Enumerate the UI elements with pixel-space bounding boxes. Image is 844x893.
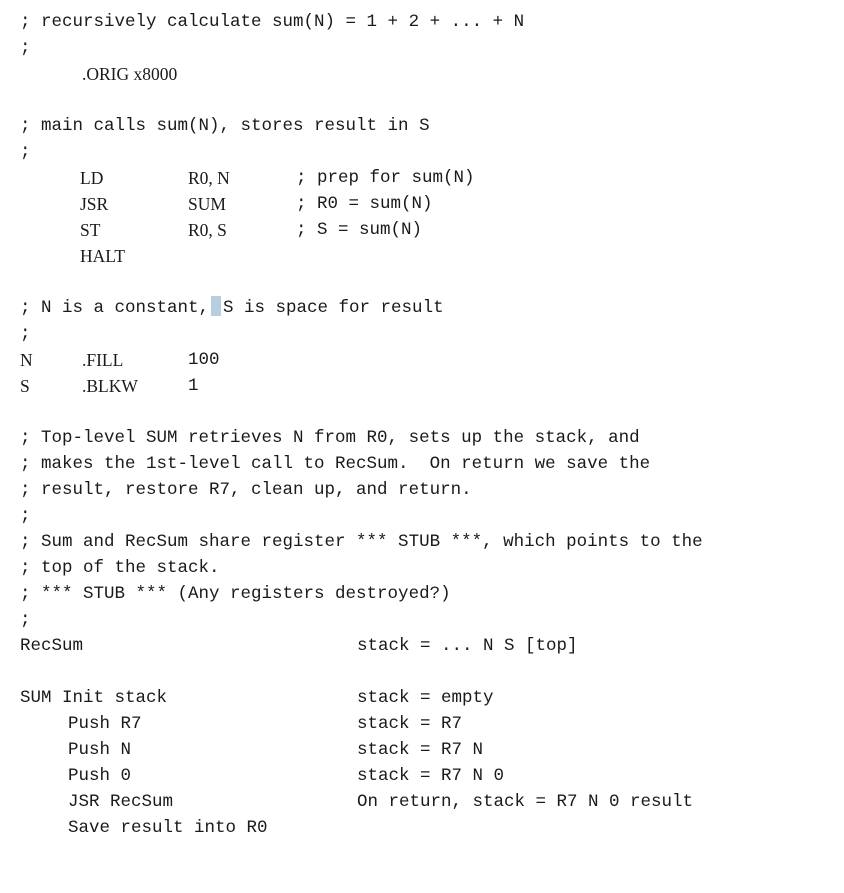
code-line <box>0 425 640 451</box>
comment: ; main calls sum(N), stores result in S <box>20 116 430 136</box>
pseudo-step: Push 0 <box>68 766 132 786</box>
data-n <box>0 347 220 373</box>
pseudo-line <box>0 763 505 789</box>
data-s <box>0 373 199 399</box>
comment-part: ; N is a constant, <box>20 298 210 318</box>
code-line <box>0 607 42 633</box>
comment: ; <box>20 610 31 630</box>
label: RecSum <box>20 636 84 656</box>
instruction-ld <box>0 165 475 191</box>
code-line <box>0 61 178 87</box>
opcode: LD <box>80 168 104 188</box>
operands: 1 <box>188 376 199 396</box>
comment: ; Top-level SUM retrieves N from R0, sets up the stack, and <box>20 428 640 448</box>
opcode: .FILL <box>82 350 124 370</box>
opcode: .BLKW <box>82 376 138 396</box>
comment-part: S is space for result <box>223 298 444 318</box>
pseudo-line <box>0 711 463 737</box>
code-line <box>0 477 472 503</box>
pseudo-line <box>0 815 268 841</box>
instruction-st <box>0 217 423 243</box>
text-cursor-highlight <box>211 296 221 316</box>
comment: ; result, restore R7, clean up, and return. <box>20 480 472 500</box>
label: S <box>20 376 30 396</box>
code-line <box>0 35 42 61</box>
comment: ; <box>20 142 31 162</box>
recsum-line <box>0 633 578 659</box>
pseudo-line <box>0 685 494 711</box>
opcode: ST <box>80 220 101 240</box>
operands: R0, N <box>188 168 230 188</box>
instruction-jsr <box>0 191 433 217</box>
pseudo-step: Save result into R0 <box>68 818 268 838</box>
comment: ; recursively calculate sum(N) = 1 + 2 + ... + N <box>20 12 525 32</box>
code-line <box>0 9 525 35</box>
opcode: HALT <box>80 246 126 266</box>
orig-directive: .ORIG x8000 <box>82 64 178 84</box>
comment: ; R0 = sum(N) <box>296 194 433 214</box>
pseudo-step: Push R7 <box>68 714 142 734</box>
code-line <box>0 321 42 347</box>
pseudo-line <box>0 737 484 763</box>
code-line <box>0 555 220 581</box>
code-line <box>0 113 430 139</box>
comment: ; Sum and RecSum share register *** STUB ***, which points to the <box>20 532 703 552</box>
stack-note: stack = R7 N <box>357 740 484 760</box>
comment <box>20 295 444 321</box>
code-line <box>0 139 42 165</box>
opcode: JSR <box>80 194 109 214</box>
comment: ; <box>20 38 31 58</box>
stack-note: On return, stack = R7 N 0 result <box>357 792 694 812</box>
code-line <box>0 581 451 607</box>
operands: SUM <box>188 194 226 214</box>
operands: R0, S <box>188 220 227 240</box>
stack-note: stack = R7 <box>357 714 463 734</box>
comment: ; makes the 1st-level call to RecSum. On return we save the <box>20 454 651 474</box>
stack-note: stack = R7 N 0 <box>357 766 505 786</box>
stack-note: stack = ... N S [top] <box>357 636 578 656</box>
code-line <box>0 295 444 321</box>
pseudo-step: Push N <box>68 740 132 760</box>
comment: ; <box>20 324 31 344</box>
comment: ; *** STUB *** (Any registers destroyed?) <box>20 584 451 604</box>
comment: ; top of the stack. <box>20 558 220 578</box>
comment: ; <box>20 506 31 526</box>
pseudo-step: JSR RecSum <box>68 792 174 812</box>
stack-note: stack = empty <box>357 688 494 708</box>
operands: 100 <box>188 350 220 370</box>
label: N <box>20 350 33 370</box>
pseudo-step: SUM Init stack <box>20 688 168 708</box>
instruction-halt <box>0 243 126 269</box>
pseudo-line <box>0 789 694 815</box>
comment: ; S = sum(N) <box>296 220 423 240</box>
code-line <box>0 503 42 529</box>
code-line <box>0 451 651 477</box>
code-line <box>0 529 703 555</box>
comment: ; prep for sum(N) <box>296 168 475 188</box>
